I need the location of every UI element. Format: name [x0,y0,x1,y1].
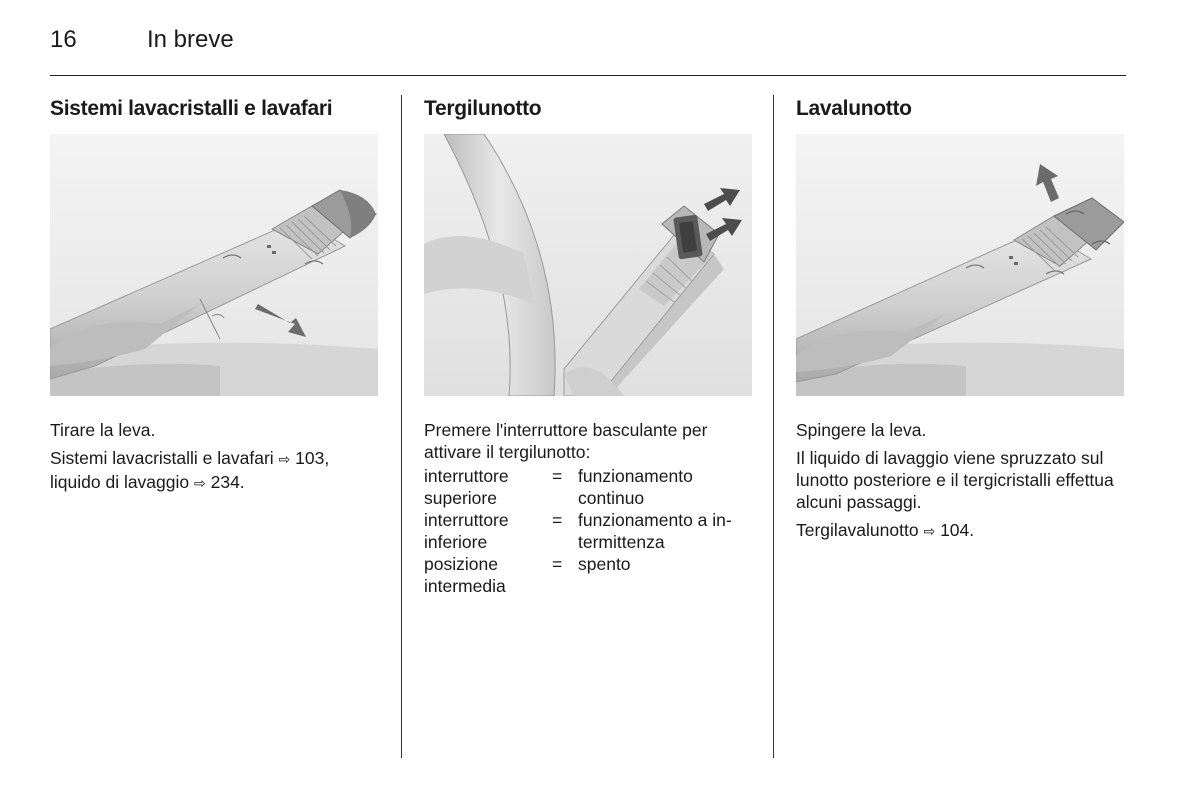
legend-row: posizione intermedia = spento [424,554,631,596]
page-reference-link[interactable]: 104. [940,520,975,540]
cross-reference-text: Tergilavalunotto ⇨ 104. [796,520,975,540]
page-number: 16 [50,26,77,53]
page-reference-link[interactable]: 234. [210,472,245,492]
description-text: Il liquido di lavaggio viene spruzzato sul lunotto posteriore e il tergicristalli effettua alcuni passaggi. [796,448,1114,512]
column-title: Sistemi lavacristalli e lavafari [50,97,333,120]
column-title: Lavalunotto [796,97,912,120]
column-divider [401,95,402,758]
column-rear-washer [796,96,1126,540]
column-rear-wiper [424,96,754,596]
legend-row: interruttore inferiore = funzionamento a in- termittenza [424,510,732,552]
column-body [796,419,1126,549]
page-reference-link[interactable]: 103, [295,448,330,468]
column-body [50,419,380,501]
page-header [50,26,1125,76]
section-title: In breve [147,26,234,53]
page-reference-icon: ⇨ [923,524,936,540]
header-divider [50,75,1126,76]
column-washer-systems [50,96,380,492]
column-divider [773,95,774,758]
page-reference-icon: ⇨ [278,452,291,468]
instruction-text: Tirare la leva. [50,420,156,440]
intro-text: Premere l'interruttore basculante per attivare il tergilunotto: [424,420,708,462]
column-title: Tergilunotto [424,97,542,120]
wiper-lever-pull-illustration [50,134,378,396]
instruction-text: Spingere la leva. [796,420,927,440]
rear-wiper-rocker-switch-illustration [424,134,752,396]
wiper-lever-push-illustration [796,134,1124,396]
switch-position-legend [424,465,754,597]
page-reference-icon: ⇨ [194,476,206,492]
column-body [424,419,754,597]
legend-row: interruttore superiore = funzionamento continuo [424,466,693,508]
cross-reference-text: Sistemi lavacristalli e lavafari ⇨ 103, liquido di lavaggio ⇨ 234. [50,448,330,492]
